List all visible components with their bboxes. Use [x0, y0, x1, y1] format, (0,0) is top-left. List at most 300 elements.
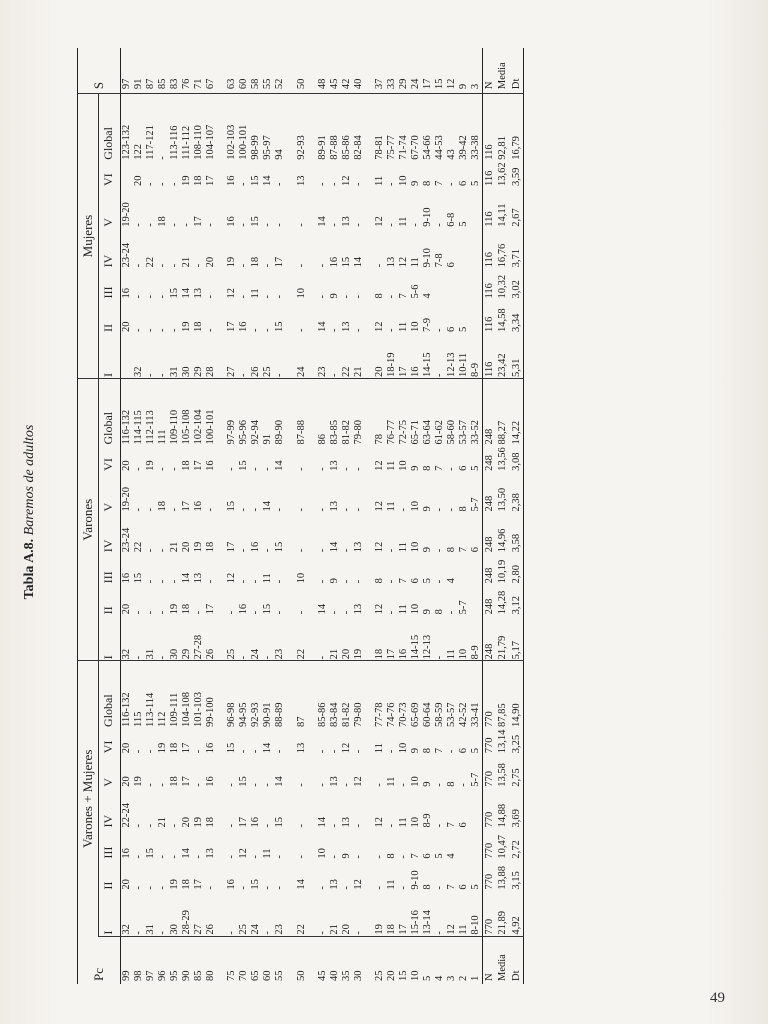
- m-cell: 9: [328, 293, 340, 299]
- column-header-v-5: V: [100, 502, 115, 512]
- vm-cell: 31: [145, 891, 157, 936]
- v-cell: -: [205, 508, 217, 512]
- vm-cell: 113-114: [144, 692, 156, 727]
- v-cell: -: [156, 467, 168, 471]
- m-cell: [446, 268, 458, 299]
- m-cell: -: [295, 328, 307, 333]
- v-cell: 15: [262, 603, 274, 615]
- vm-cell: [470, 828, 483, 859]
- m-cell: 3,59: [510, 167, 522, 187]
- v-cell: -: [340, 508, 352, 512]
- v-cell: 83-85: [328, 420, 340, 445]
- rotated-table-container: [77, 48, 767, 984]
- vm-cell: -: [434, 823, 446, 828]
- v-cell: 10: [458, 615, 470, 660]
- table-row: [308, 48, 329, 984]
- vm-cell: 20: [120, 776, 132, 787]
- pc-cell: 3: [446, 975, 458, 981]
- v-cell: -: [168, 579, 180, 584]
- m-cell: 29: [193, 333, 205, 378]
- m-cell: -: [328, 223, 340, 227]
- m-cell: 25: [262, 333, 274, 378]
- header-pc: Pc: [90, 968, 106, 981]
- v-cell: -: [328, 610, 340, 615]
- vm-cell: -: [385, 823, 397, 828]
- s-cell: 9: [458, 48, 470, 94]
- m-cell: -: [238, 223, 250, 227]
- s-cell: 60: [238, 48, 250, 94]
- m-cell: 26: [250, 333, 262, 378]
- v-cell: 7: [458, 546, 470, 553]
- vm-cell: 15-16: [410, 891, 422, 936]
- vm-cell: 42-52: [458, 702, 470, 727]
- v-cell: -: [446, 508, 458, 512]
- table-row: [262, 48, 274, 984]
- v-cell: 14-15: [410, 615, 422, 660]
- s-cell: 76: [181, 48, 193, 94]
- vm-cell: 770: [484, 842, 496, 859]
- v-cell: 15: [238, 460, 250, 471]
- m-cell: 20: [365, 333, 386, 378]
- m-cell: -: [238, 263, 250, 268]
- v-cell: -: [434, 615, 446, 660]
- vm-cell: -: [250, 783, 262, 787]
- vm-cell: 115: [132, 711, 144, 727]
- vm-cell: 65-69: [410, 702, 422, 727]
- vm-cell: 30: [169, 891, 181, 936]
- vm-cell: 3,69: [510, 809, 522, 828]
- v-cell: -: [250, 508, 262, 512]
- table-row: [193, 48, 205, 984]
- pc-cell: 5: [422, 975, 434, 981]
- column-headers-row: [98, 48, 120, 984]
- s-cell: 85: [157, 48, 169, 94]
- m-cell: 21: [353, 333, 365, 378]
- vm-cell: 25: [238, 891, 250, 936]
- v-cell: [470, 584, 483, 615]
- v-cell: 86: [316, 434, 328, 445]
- column-header-v-4: IV: [100, 539, 115, 553]
- vm-cell: -: [193, 783, 205, 787]
- vm-cell: -: [353, 891, 365, 936]
- m-cell: -: [385, 328, 397, 333]
- vm-cell: 9: [410, 748, 422, 754]
- v-cell: -: [168, 467, 180, 471]
- vm-cell: -: [156, 855, 168, 859]
- vm-cell: -: [262, 783, 274, 787]
- vm-cell: -: [144, 823, 156, 828]
- pc-cell: 97: [144, 970, 156, 981]
- m-cell: -: [156, 156, 168, 160]
- m-cell: 117-121: [144, 125, 156, 160]
- column-header-m-3: III: [100, 286, 115, 299]
- v-cell: 5,17: [510, 615, 524, 660]
- table-row: [365, 48, 386, 984]
- vm-cell: -: [274, 749, 286, 754]
- vm-cell: 87: [295, 716, 307, 727]
- vm-cell: 16: [250, 816, 262, 828]
- m-cell: -: [262, 223, 274, 227]
- v-cell: 105-108: [181, 409, 193, 445]
- vm-cell: 5: [470, 884, 482, 890]
- stats-row: [483, 48, 497, 984]
- vm-cell: 6: [458, 748, 470, 754]
- table-row: [157, 48, 169, 984]
- m-cell: 15: [340, 256, 352, 268]
- vm-cell: 10: [410, 776, 422, 787]
- v-cell: 16: [238, 603, 250, 615]
- vm-cell: 13,14: [497, 729, 509, 754]
- vm-cell: -: [446, 749, 458, 754]
- m-cell: 116: [483, 333, 497, 378]
- pc-cell: 65: [250, 970, 262, 981]
- m-cell: 17: [193, 216, 205, 227]
- vm-cell: -: [144, 749, 156, 754]
- m-cell: 15: [168, 288, 180, 299]
- m-cell: 24: [287, 333, 308, 378]
- m-cell: 122: [132, 143, 144, 160]
- pc-cell: 80: [205, 970, 217, 981]
- m-cell: 30: [181, 333, 193, 378]
- v-cell: -: [144, 508, 156, 512]
- v-cell: 61-62: [434, 420, 446, 445]
- v-cell: 23-24: [120, 527, 132, 553]
- m-cell: 20: [120, 321, 132, 333]
- vm-cell: -: [132, 823, 144, 828]
- vm-cell: -: [133, 891, 145, 936]
- vm-cell: 24: [250, 891, 262, 936]
- v-cell: 21: [168, 541, 180, 553]
- v-cell: -: [316, 467, 328, 471]
- m-cell: 43: [446, 149, 458, 160]
- vm-cell: 20: [181, 816, 193, 828]
- m-cell: 9: [410, 180, 422, 187]
- v-cell: -: [156, 579, 168, 584]
- v-cell: -: [385, 610, 397, 615]
- m-cell: [470, 300, 483, 334]
- m-cell: -: [144, 328, 156, 333]
- m-cell: 14-15: [422, 333, 434, 378]
- m-cell: -: [193, 263, 205, 268]
- vm-cell: 9: [422, 781, 434, 787]
- vm-cell: -: [373, 783, 385, 787]
- m-cell: 94: [274, 149, 286, 160]
- vm-cell: 20: [120, 879, 132, 890]
- m-cell: 54-66: [422, 135, 434, 160]
- v-cell: -: [144, 610, 156, 615]
- v-cell: 2,80: [510, 564, 522, 584]
- pc-cell: 95: [168, 970, 180, 981]
- vm-cell: -: [434, 783, 446, 787]
- s-cell: N: [483, 48, 497, 94]
- v-cell: 15: [274, 541, 286, 553]
- m-cell: [458, 268, 470, 299]
- v-cell: 11: [385, 501, 397, 512]
- vm-cell: 81-82: [340, 702, 352, 727]
- v-cell: 20: [120, 460, 132, 471]
- v-cell: 102-104: [193, 409, 205, 445]
- vm-cell: 17: [181, 742, 193, 754]
- m-cell: 104-107: [205, 124, 217, 160]
- vm-cell: 17: [181, 776, 193, 787]
- vm-cell: 19: [168, 879, 180, 890]
- m-cell: 12: [373, 216, 385, 227]
- m-cell: -: [352, 182, 364, 187]
- m-cell: 22: [341, 333, 353, 378]
- v-cell: -: [434, 548, 446, 553]
- pc-cell: 40: [328, 970, 340, 981]
- vm-cell: -: [238, 886, 250, 890]
- s-cell: 52: [274, 48, 286, 94]
- m-cell: 18-19: [386, 333, 398, 378]
- v-cell: -: [316, 548, 328, 553]
- vm-cell: -: [156, 886, 168, 890]
- m-cell: 10-11: [458, 333, 470, 378]
- m-cell: 16: [226, 216, 238, 227]
- s-cell: 45: [329, 48, 341, 94]
- m-cell: 15: [274, 321, 286, 333]
- v-cell: 8: [434, 609, 446, 615]
- table-row: [458, 48, 470, 984]
- m-cell: 2,67: [510, 208, 522, 227]
- m-cell: 16: [238, 321, 250, 333]
- v-cell: 12: [226, 572, 238, 584]
- vm-cell: 12: [352, 776, 364, 787]
- m-cell: 8: [373, 293, 385, 299]
- vm-cell: -: [340, 886, 352, 890]
- m-cell: [470, 228, 483, 269]
- vm-cell: -: [373, 886, 385, 890]
- v-cell: 8: [458, 506, 470, 512]
- vm-cell: 770: [484, 711, 496, 727]
- m-cell: 8-9: [470, 333, 483, 378]
- m-cell: 13,62: [497, 162, 509, 187]
- s-cell: 17: [422, 48, 434, 94]
- v-cell: 10: [410, 501, 422, 512]
- vm-cell: -: [226, 855, 238, 859]
- m-cell: 92,81: [497, 136, 509, 160]
- header-s: S: [78, 48, 121, 94]
- m-cell: -: [410, 223, 422, 227]
- v-cell: 89-90: [274, 420, 286, 445]
- s-cell: 24: [410, 48, 422, 94]
- vm-cell: 8: [422, 884, 434, 890]
- v-cell: -: [144, 548, 156, 553]
- v-cell: 19: [353, 615, 365, 660]
- pc-cell: Media: [497, 954, 509, 981]
- v-cell: 17: [181, 501, 193, 512]
- m-cell: 113-116: [168, 125, 180, 160]
- table-row: [341, 48, 353, 984]
- vm-cell: -: [226, 783, 238, 787]
- vm-cell: 18: [205, 816, 217, 828]
- v-cell: -: [352, 467, 364, 471]
- vm-cell: 13-14: [422, 891, 434, 936]
- vm-cell: 5-7: [470, 772, 482, 787]
- m-cell: 10: [295, 288, 307, 299]
- m-cell: 7-9: [422, 318, 434, 333]
- v-cell: 13: [352, 603, 364, 615]
- vm-cell: -: [262, 823, 274, 828]
- s-cell: 40: [353, 48, 365, 94]
- pc-cell: 99: [120, 970, 132, 981]
- vm-cell: 20: [341, 891, 353, 936]
- vm-cell: 12: [373, 816, 385, 828]
- m-cell: 16: [120, 288, 132, 299]
- table-row: [250, 48, 262, 984]
- v-cell: 16: [398, 615, 410, 660]
- v-cell: -: [295, 467, 307, 471]
- vm-cell: 13,88: [497, 866, 509, 890]
- column-header-vm-1: I: [98, 891, 120, 936]
- m-cell: 19-20: [120, 202, 132, 227]
- vm-cell: -: [458, 783, 470, 787]
- v-cell: -: [352, 579, 364, 584]
- vm-cell: 3,25: [510, 734, 522, 754]
- column-header-v-6: VI: [100, 458, 115, 471]
- m-cell: 87-88: [328, 135, 340, 160]
- v-cell: 10,19: [497, 559, 509, 584]
- vm-cell: 32: [120, 891, 133, 936]
- v-cell: 21: [329, 615, 341, 660]
- column-header-vm-7: Global: [100, 694, 115, 727]
- m-cell: 116: [484, 211, 496, 227]
- v-cell: 72-75: [397, 420, 409, 445]
- v-cell: 25: [217, 615, 238, 660]
- v-cell: 248: [484, 455, 496, 471]
- m-cell: -: [262, 263, 274, 268]
- v-cell: 12: [373, 541, 385, 553]
- v-cell: -: [352, 508, 364, 512]
- v-cell: 13: [352, 541, 364, 553]
- vm-cell: -: [193, 749, 205, 754]
- m-cell: 12: [226, 288, 238, 299]
- v-cell: 32: [120, 615, 133, 660]
- m-cell: 18: [193, 321, 205, 333]
- s-cell: 3: [470, 48, 483, 94]
- m-cell: 14: [316, 216, 328, 227]
- vm-cell: 6: [422, 853, 434, 859]
- m-cell: -: [144, 295, 156, 299]
- v-cell: 13: [328, 501, 340, 512]
- vm-cell: -: [316, 749, 328, 754]
- pc-cell: 50: [295, 970, 307, 981]
- m-cell: -: [262, 328, 274, 333]
- m-cell: -: [328, 328, 340, 333]
- vm-cell: 14: [316, 816, 328, 828]
- v-cell: -: [133, 615, 145, 660]
- v-cell: 11: [397, 542, 409, 553]
- vm-cell: 5: [434, 853, 446, 859]
- m-cell: 9-10: [422, 207, 434, 227]
- s-cell: 50: [287, 48, 308, 94]
- m-cell: 7-8: [434, 253, 446, 268]
- v-cell: 9: [410, 465, 422, 471]
- v-cell: -: [274, 508, 286, 512]
- vm-cell: 13: [295, 742, 307, 754]
- vm-cell: 19: [193, 816, 205, 828]
- pc-cell: 15: [397, 970, 409, 981]
- vm-cell: 17: [193, 879, 205, 890]
- v-cell: -: [262, 467, 274, 471]
- vm-cell: -: [262, 891, 274, 936]
- m-cell: 28: [205, 333, 217, 378]
- vm-cell: 53-57: [446, 702, 458, 727]
- vm-cell: 10: [410, 816, 422, 828]
- vm-cell: 88-89: [274, 702, 286, 727]
- v-cell: -: [205, 579, 217, 584]
- table-row: [217, 48, 238, 984]
- vm-cell: 11: [397, 817, 409, 828]
- vm-cell: 7: [446, 884, 458, 890]
- v-cell: 16: [193, 501, 205, 512]
- m-cell: -: [434, 328, 446, 333]
- vm-cell: 9-10: [410, 870, 422, 890]
- v-cell: -: [238, 548, 250, 553]
- m-cell: -: [144, 223, 156, 227]
- vm-cell: 101-103: [193, 691, 205, 727]
- table-body: [120, 48, 483, 984]
- v-cell: -: [262, 615, 274, 660]
- vm-cell: 8-10: [470, 891, 483, 936]
- v-cell: 6: [458, 465, 470, 471]
- vm-cell: -: [385, 749, 397, 754]
- m-cell: 123-132: [120, 124, 132, 160]
- m-cell: 75-77: [385, 135, 397, 160]
- m-cell: 20: [132, 175, 144, 187]
- m-cell: 7: [434, 180, 446, 187]
- pc-cell: 45: [316, 970, 328, 981]
- vm-cell: 15: [226, 742, 238, 754]
- vm-cell: 15: [238, 776, 250, 787]
- v-cell: 10: [410, 603, 422, 615]
- v-cell: 65-71: [410, 420, 422, 445]
- vm-cell: 15: [144, 848, 156, 859]
- v-cell: 20: [181, 541, 193, 553]
- v-cell: 9: [422, 506, 434, 512]
- v-cell: -: [156, 610, 168, 615]
- v-cell: 8-9: [470, 615, 483, 660]
- v-cell: 16: [205, 460, 217, 471]
- vm-cell: 12: [446, 891, 458, 936]
- vm-cell: 92-93: [250, 702, 262, 727]
- v-cell: 10: [410, 541, 422, 553]
- pc-cell: 96: [156, 970, 168, 981]
- table-row: [287, 48, 308, 984]
- caption-label: Tabla A.8.: [22, 538, 37, 600]
- m-cell: 92-93: [295, 135, 307, 160]
- vm-cell: 18: [168, 742, 180, 754]
- m-cell: 11: [250, 288, 262, 299]
- m-cell: 5-6: [410, 284, 422, 299]
- m-cell: -: [132, 328, 144, 333]
- v-cell: 53-57: [458, 420, 470, 445]
- s-cell: 97: [120, 48, 133, 94]
- vm-cell: 90-91: [262, 702, 274, 727]
- m-cell: 18: [250, 256, 262, 268]
- page-number: 49: [710, 990, 725, 1006]
- table-row: [353, 48, 365, 984]
- vm-cell: 6: [458, 884, 470, 890]
- vm-cell: 16: [226, 879, 238, 890]
- v-cell: 14,22: [510, 420, 522, 445]
- vm-cell: 27: [193, 891, 205, 936]
- v-cell: -: [144, 579, 156, 584]
- v-cell: 76-77: [385, 420, 397, 445]
- v-cell: -: [434, 508, 446, 512]
- v-cell: 12: [373, 501, 385, 512]
- pc-cell: 2: [458, 975, 470, 981]
